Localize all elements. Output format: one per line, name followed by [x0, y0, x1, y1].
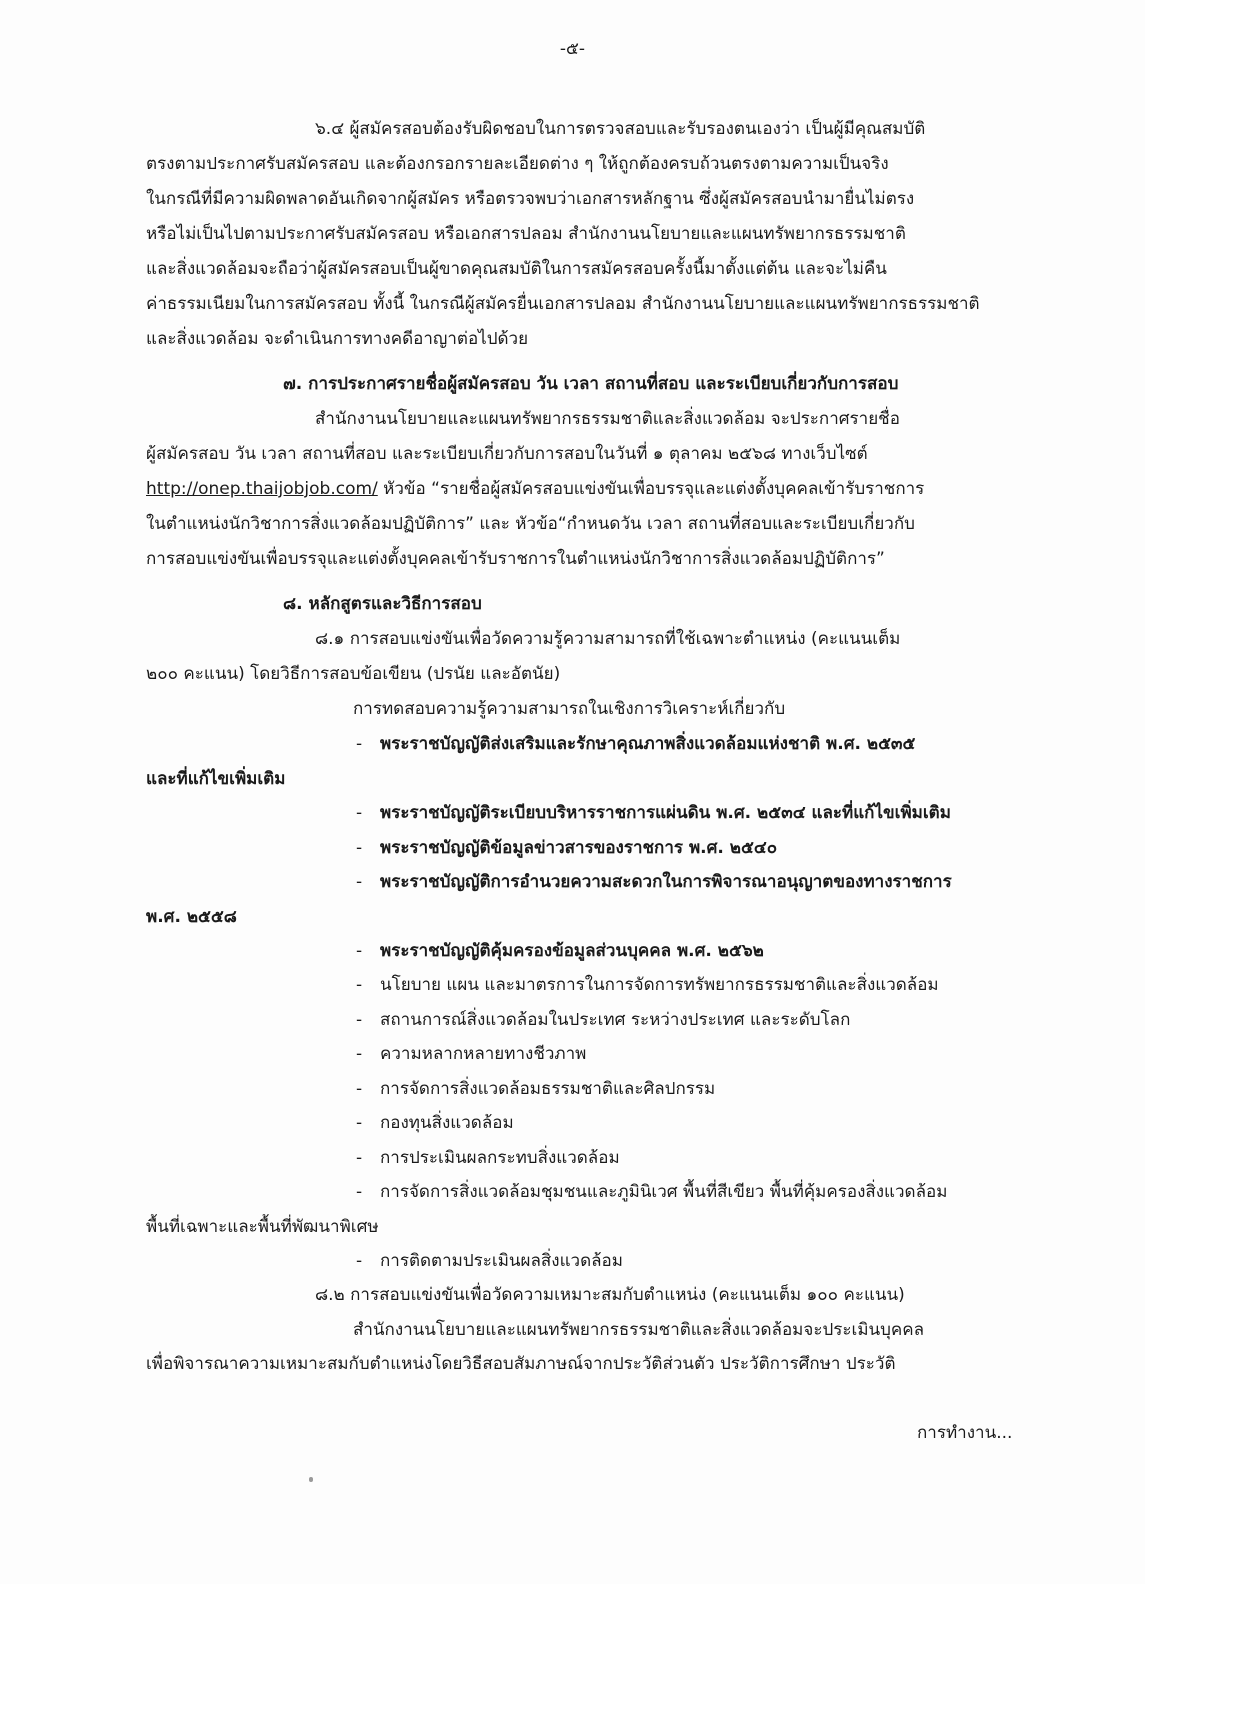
sec7-line-2: ผู้สมัครสอบ วัน เวลา สถานที่สอบ และระเบียบเกี่ยวกับการสอบในวันที่ ๑ ตุลาคม ๒๕๖๘ ทางเว็บไซต์ [146, 444, 868, 464]
bullet-item: การจัดการสิ่งแวดล้อมชุมชนและภูมินิเวศ พื้นที่สีเขียว พื้นที่คุ้มครองสิ่งแวดล้อม [380, 1182, 948, 1202]
bullet-item: พระราชบัญญัติการอำนวยความสะดวกในการพิจารณาอนุญาตของทางราชการ [380, 872, 952, 892]
bullet-item-continuation: และที่แก้ไขเพิ่มเติม [146, 769, 286, 789]
bullet-dash: - [356, 1148, 363, 1168]
sec81-intro: การทดสอบความรู้ความสามารถในเชิงการวิเคราะห์เกี่ยวกับ [353, 699, 786, 719]
sec82-line-3: เพื่อพิจารณาความเหมาะสมกับตำแหน่งโดยวิธีสอบสัมภาษณ์จากประวัติส่วนตัว ประวัติการศึกษา ประวัติ [146, 1354, 896, 1374]
sec82-line-1: ๘.๒ การสอบแข่งขันเพื่อวัดความเหมาะสมกับตำแหน่ง (คะแนนเต็ม ๑๐๐ คะแนน) [315, 1285, 905, 1305]
bullet-dash: - [356, 838, 363, 858]
sec64-line-2: ตรงตามประกาศรับสมัครสอบ และต้องกรอกรายละเอียดต่าง ๆ ให้ถูกต้องครบถ้วนตรงตามความเป็นจริง [146, 154, 889, 174]
bullet-item: พระราชบัญญัติคุ้มครองข้อมูลส่วนบุคคล พ.ศ. ๒๕๖๒ [380, 941, 764, 961]
sec81-line-2: ๒๐๐ คะแนน) โดยวิธีการสอบข้อเขียน (ปรนัย และอัตนัย) [146, 664, 561, 684]
bullet-item: สถานการณ์สิ่งแวดล้อมในประเทศ ระหว่างประเทศ และระดับโลก [380, 1010, 851, 1030]
bullet-dash: - [356, 803, 363, 823]
scan-speck [309, 1477, 313, 1482]
bullet-dash: - [356, 1182, 363, 1202]
sec64-line-4: หรือไม่เป็นไปตามประกาศรับสมัครสอบ หรือเอกสารปลอม สำนักงานนโยบายและแผนทรัพยากรธรรมชาติ [146, 224, 906, 244]
sec7-line-4: ในตำแหน่งนักวิชาการสิ่งแวดล้อมปฏิบัติการ” และ หัวข้อ“กำหนดวัน เวลา สถานที่สอบและระเบียบเกี่ยวกับ [146, 514, 915, 534]
bullet-item: การจัดการสิ่งแวดล้อมธรรมชาติและศิลปกรรม [380, 1079, 716, 1099]
bullet-item: กองทุนสิ่งแวดล้อม [380, 1113, 514, 1133]
bullet-item: นโยบาย แผน และมาตรการในการจัดการทรัพยากรธรรมชาติและสิ่งแวดล้อม [380, 975, 939, 995]
sec7-line-3 [146, 477, 924, 501]
sec82-line-2: สำนักงานนโยบายและแผนทรัพยากรธรรมชาติและสิ่งแวดล้อมจะประเมินบุคคล [353, 1320, 925, 1340]
bullet-dash: - [356, 975, 363, 995]
sec64-line-5: และสิ่งแวดล้อมจะถือว่าผู้สมัครสอบเป็นผู้ขาดคุณสมบัติในการสมัครสอบครั้งนี้มาตั้งแต่ต้น และจะไม่คืน [146, 259, 887, 279]
bullet-dash: - [356, 734, 363, 754]
bullet-item: การติดตามประเมินผลสิ่งแวดล้อม [380, 1251, 623, 1271]
sec64-line-1: ๖.๔ ผู้สมัครสอบต้องรับผิดชอบในการตรวจสอบและรับรองตนเองว่า เป็นผู้มีคุณสมบัติ [315, 119, 926, 139]
bullet-dash: - [356, 872, 363, 892]
page-number: -๕- [559, 39, 586, 59]
bullet-item: การประเมินผลกระทบสิ่งแวดล้อม [380, 1148, 620, 1168]
bullet-dash: - [356, 1251, 363, 1271]
sec64-line-7: และสิ่งแวดล้อม จะดำเนินการทางคดีอาญาต่อไปด้วย [146, 329, 529, 349]
bullet-item: พระราชบัญญัติข้อมูลข่าวสารของราชการ พ.ศ. ๒๕๔๐ [380, 838, 778, 858]
continuation-footer: การทำงาน... [917, 1423, 1013, 1443]
bullet-item: พระราชบัญญัติส่งเสริมและรักษาคุณภาพสิ่งแวดล้อมแห่งชาติ พ.ศ. ๒๕๓๕ [380, 734, 916, 754]
bullet-item: พระราชบัญญัติระเบียบบริหารราชการแผ่นดิน พ.ศ. ๒๕๓๔ และที่แก้ไขเพิ่มเติม [380, 803, 951, 823]
bullet-dash: - [356, 1010, 363, 1030]
bullet-dash: - [356, 941, 363, 961]
bullet-item-continuation: พ.ศ. ๒๕๕๘ [146, 907, 237, 927]
sec64-line-6: ค่าธรรมเนียมในการสมัครสอบ ทั้งนี้ ในกรณีผู้สมัครยื่นเอกสารปลอม สำนักงานนโยบายและแผนทรัพยากรธรรมชาติ [146, 294, 980, 314]
sec64-line-3: ในกรณีที่มีความผิดพลาดอันเกิดจากผู้สมัคร หรือตรวจพบว่าเอกสารหลักฐาน ซึ่งผู้สมัครสอบนำมายื่นไม่ตรง [146, 189, 915, 209]
sec8-heading: ๘. หลักสูตรและวิธีการสอบ [283, 594, 482, 614]
sec7-heading: ๗. การประกาศรายชื่อผู้สมัครสอบ วัน เวลา สถานที่สอบ และระเบียบเกี่ยวกับการสอบ [283, 374, 899, 394]
bullet-dash: - [356, 1079, 363, 1099]
sec7-line-3-text: หัวข้อ “รายชื่อผู้สมัครสอบแข่งขันเพื่อบรรจุและแต่งตั้งบุคคลเข้ารับราชการ [377, 479, 925, 499]
bullet-item: ความหลากหลายทางชีวภาพ [380, 1044, 587, 1064]
bullet-item-continuation: พื้นที่เฉพาะและพื้นที่พัฒนาพิเศษ [146, 1217, 379, 1237]
sec7-line-1: สำนักงานนโยบายและแผนทรัพยากรธรรมชาติและสิ่งแวดล้อม จะประกาศรายชื่อ [315, 409, 900, 429]
sec7-line-5: การสอบแข่งขันเพื่อบรรจุและแต่งตั้งบุคคลเข้ารับราชการในตำแหน่งนักวิชาการสิ่งแวดล้อมปฏิบัติการ” [146, 549, 885, 569]
bullet-dash: - [356, 1113, 363, 1133]
onep-website-link[interactable]: http://onep.thaijobjob.com/ [146, 479, 378, 499]
sec81-line-1: ๘.๑ การสอบแข่งขันเพื่อวัดความรู้ความสามารถที่ใช้เฉพาะตำแหน่ง (คะแนนเต็ม [315, 629, 901, 649]
bullet-dash: - [356, 1044, 363, 1064]
